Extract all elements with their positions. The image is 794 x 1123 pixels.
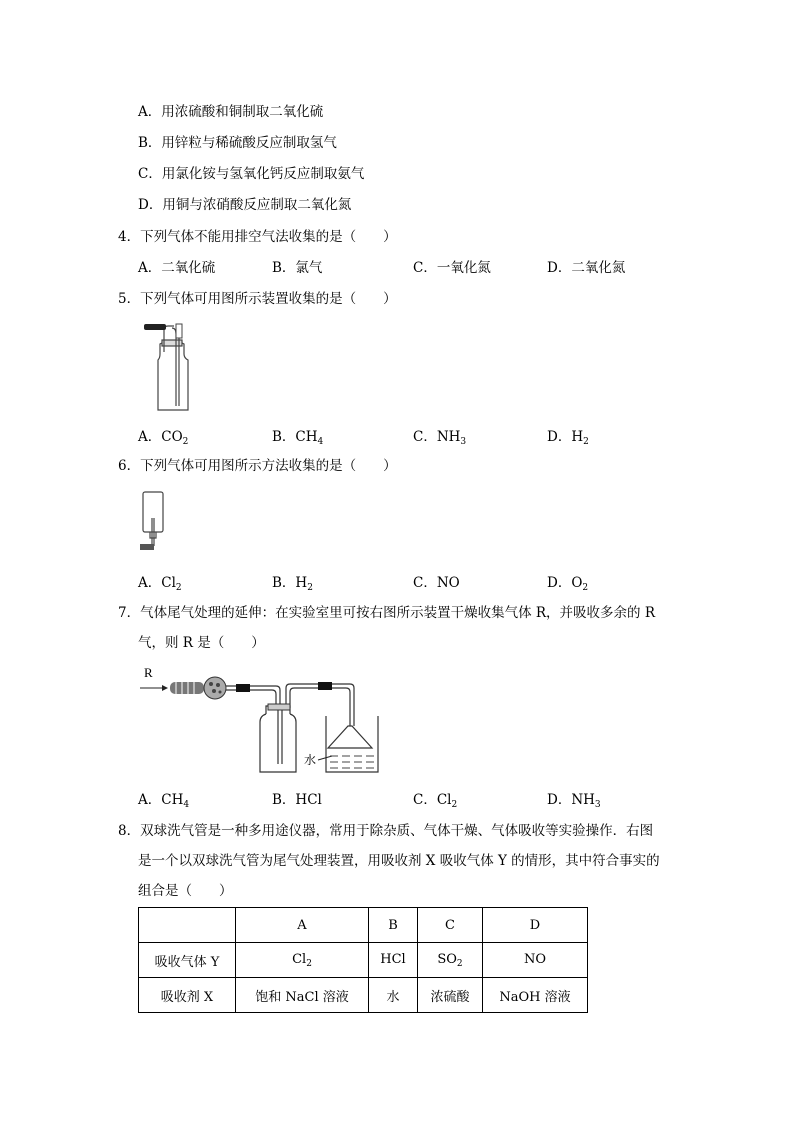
- q6-option-d: D．$O_2$: [547, 575, 589, 593]
- table-cell: HCl: [369, 943, 418, 978]
- q5-option-a: A．$CO_2$: [138, 429, 189, 447]
- q5-option-d: D．$H_2$: [547, 429, 589, 447]
- q6-option-b: B．$H_2$: [272, 575, 313, 593]
- q3-option-b: B．用锌粒与稀硫酸反应制取氢气: [138, 135, 337, 151]
- q3-option-a: A．用浓硫酸和铜制取二氧化硫: [138, 104, 324, 120]
- q3-option-c: C．用氯化铵与氢氧化钙反应制取氨气: [138, 166, 365, 182]
- q7-option-c: C．$Cl_2$: [413, 792, 458, 810]
- q7-apparatus-figure: [140, 664, 390, 778]
- table-row: [139, 943, 588, 978]
- q7-option-d: D．$NH_3$: [547, 792, 601, 810]
- q8-table: [138, 907, 588, 1013]
- q7-option-a: A．$CH_4$: [138, 792, 190, 810]
- table-header-cell: B: [369, 908, 418, 943]
- q4-option-a: A．二氧化硫: [138, 260, 216, 276]
- q5-option-b: B．$CH_4$: [272, 429, 324, 447]
- q7-label-water: 水: [304, 753, 317, 767]
- q7-label-r: R: [144, 665, 153, 680]
- q4-option-b: B．氯气: [272, 260, 323, 276]
- table-row-label: 吸收剂 X: [139, 978, 236, 1013]
- table-header-cell: [139, 908, 236, 943]
- table-cell: $Cl_2$: [236, 943, 369, 978]
- q8-stem-line3: 组合是（ ）: [138, 883, 233, 899]
- q8-stem-line2: 是一个以双球洗气管为尾气处理装置，用吸收剂 X 吸收气体 Y 的情形，其中符合事实的: [138, 853, 660, 869]
- q7-option-b: B．HCl: [272, 792, 322, 808]
- q5-option-c: C．$NH_3$: [413, 429, 467, 447]
- table-header-cell: D: [483, 908, 588, 943]
- table-header-row: [139, 908, 588, 943]
- table-row: [139, 978, 588, 1013]
- table-header-cell: A: [236, 908, 369, 943]
- table-row-label: 吸收气体 Y: [139, 943, 236, 978]
- table-cell: 饱和 NaCl 溶液: [236, 978, 369, 1013]
- q6-inverted-bottle-figure: [138, 490, 174, 554]
- table-cell: 浓硫酸: [418, 978, 483, 1013]
- q6-option-c: C．NO: [413, 575, 460, 591]
- table-cell: NO: [483, 943, 588, 978]
- q4-option-c: C．一氧化氮: [413, 260, 491, 276]
- q3-option-d: D．用铜与浓硝酸反应制取二氧化氮: [138, 197, 352, 213]
- q6-stem: 6．下列气体可用图所示方法收集的是（ ）: [118, 458, 397, 474]
- q4-option-d: D．二氧化氮: [547, 260, 626, 276]
- q8-stem-line1: 8．双球洗气管是一种多用途仪器，常用于除杂质、气体干燥、气体吸收等实验操作．右图: [118, 823, 654, 839]
- table-cell: $SO_2$: [418, 943, 483, 978]
- table-cell: 水: [369, 978, 418, 1013]
- q6-option-a: A．$Cl_2$: [138, 575, 182, 593]
- q5-stem: 5．下列气体可用图所示装置收集的是（ ）: [118, 291, 397, 307]
- q7-stem-line1: 7．气体尾气处理的延伸：在实验室里可按右图所示装置干燥收集气体 R，并吸收多余的 R: [118, 605, 655, 621]
- q4-stem: 4．下列气体不能用排空气法收集的是（ ）: [118, 229, 397, 245]
- q7-stem-line2: 气，则 R 是（ ）: [138, 635, 265, 651]
- table-cell: NaOH 溶液: [483, 978, 588, 1013]
- table-header-cell: C: [418, 908, 483, 943]
- q5-gas-bottle-figure: [140, 322, 202, 414]
